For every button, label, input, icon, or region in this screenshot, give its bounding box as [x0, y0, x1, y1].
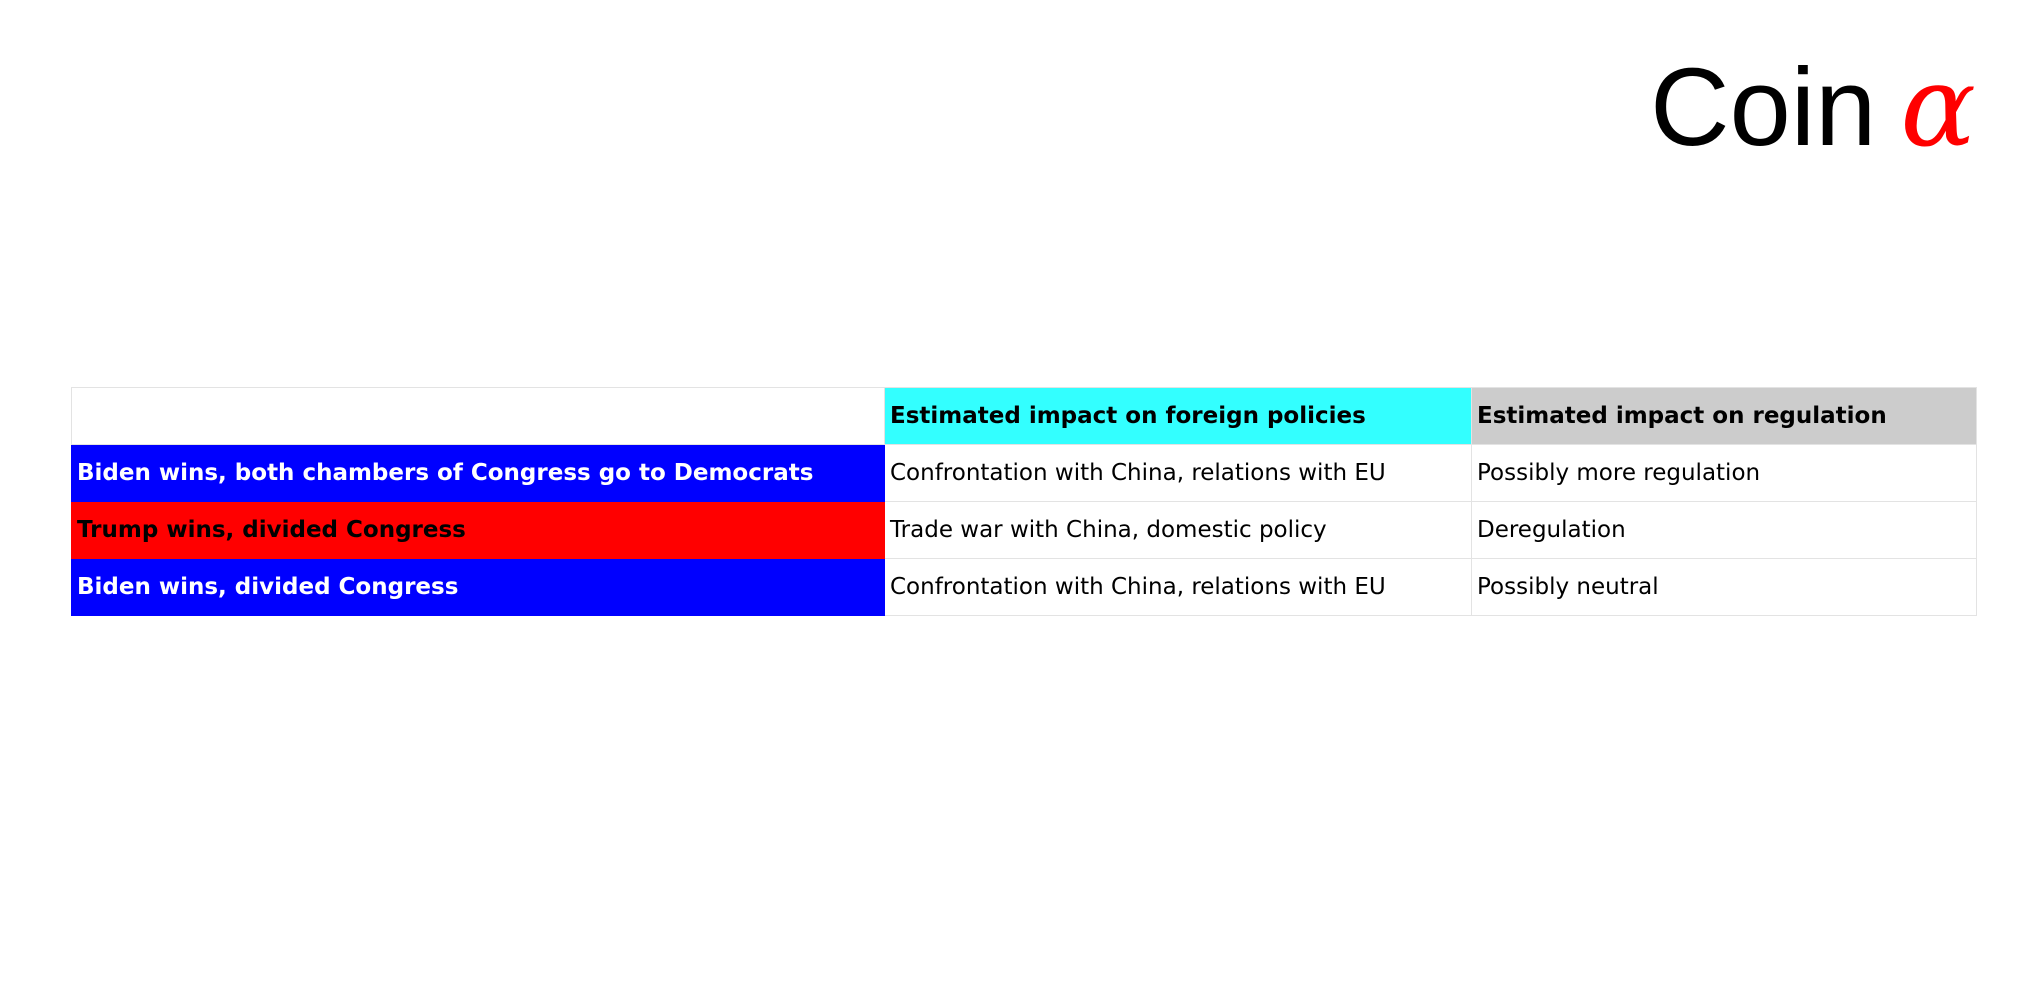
- table-header-row: [72, 388, 1977, 445]
- regulation-cell: Possibly more regulation: [1472, 445, 1977, 502]
- table-row: [72, 559, 1977, 616]
- header-scenario: [72, 388, 885, 445]
- table-row: [72, 445, 1977, 502]
- foreign-policy-cell: Confrontation with China, relations with EU: [885, 445, 1472, 502]
- table-row: [72, 502, 1977, 559]
- election-scenarios-table: [71, 387, 1977, 616]
- foreign-policy-cell: Trade war with China, domestic policy: [885, 502, 1472, 559]
- scenario-cell: Biden wins, both chambers of Congress go to Democrats: [72, 445, 885, 502]
- coin-alpha-logo: [1650, 42, 1976, 173]
- logo-alpha-symbol: α: [1900, 42, 1976, 172]
- regulation-cell: Deregulation: [1472, 502, 1977, 559]
- regulation-cell: Possibly neutral: [1472, 559, 1977, 616]
- scenario-cell: Biden wins, divided Congress: [72, 559, 885, 616]
- foreign-policy-cell: Confrontation with China, relations with EU: [885, 559, 1472, 616]
- header-foreign-policy: Estimated impact on foreign policies: [885, 388, 1472, 445]
- logo-word: Coin: [1650, 46, 1877, 169]
- header-regulation: Estimated impact on regulation: [1472, 388, 1977, 445]
- scenario-cell: Trump wins, divided Congress: [72, 502, 885, 559]
